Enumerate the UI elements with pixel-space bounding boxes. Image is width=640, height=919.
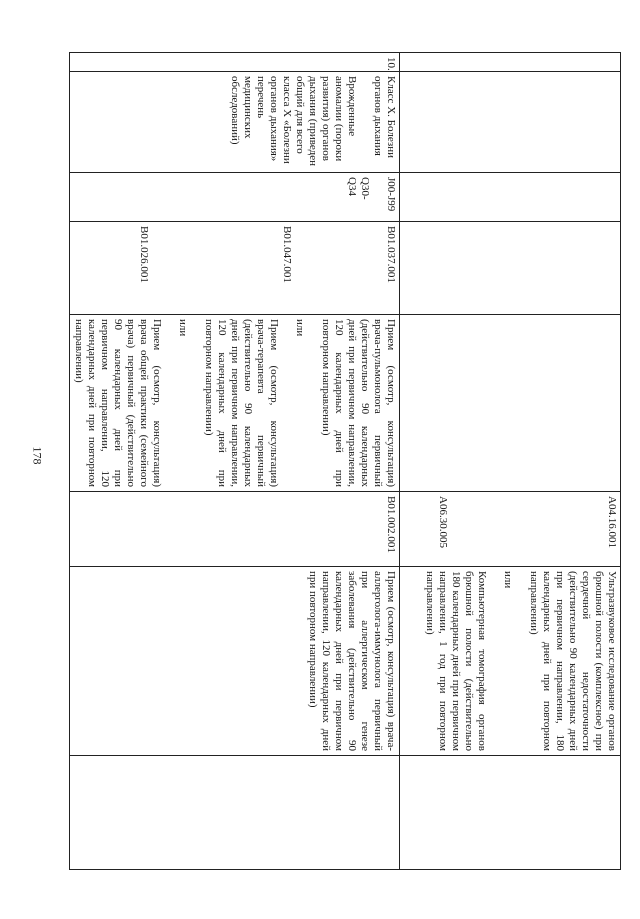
exam-text-2: Компьютерная томография органов брюшной полости (действительно 180 календарных дней при первичном направлении, 1 год при повторном направлении) [424,571,488,751]
exam-text-3: Прием (осмотр, консультация) врача-аллерголога-иммунолога первичный при аллергическом генезе заболевания (действительно 90 календарных дней при первичном направлении, 120 календарных дней при повторном направлении) [307,571,397,751]
exam-name-cell [70,567,400,756]
exam-name-cell [400,567,621,756]
exam-code-2: A06.30.005 [437,496,449,548]
service-name-cell [400,315,621,492]
service-code-3: B01.026.001 [138,226,150,283]
or-separator: или [294,319,306,337]
row-number-cell: 10. [70,53,400,72]
exam-code-3: B01.002.001 [385,496,397,553]
service-text-3: Прием (осмотр, консультация) врача общей практики (семейного врача) первичный (действительно 90 календарных дней при первичном направлении, 120 календарных дней при повторном направлении) [73,319,163,487]
service-code-cell [70,222,400,315]
extra-cell [70,756,400,870]
exam-code-cell [400,492,621,567]
disease-class-text: Класс X. Болезни органов дыхания [372,76,397,158]
page-number: 178 [30,446,45,465]
service-name-cell [70,315,400,492]
mkb-code-1: J00-J99 [385,177,397,212]
row-number-cell [400,53,621,72]
service-text-1: Прием (осмотр, консультация) врача-пульмонолога первичный (действительно 90 календарных дней при первичном направлении, 120 календарных дней при повторном направлении) [320,319,397,487]
mkb-code-2: Q30-Q34 [346,177,371,200]
service-code-2: B01.047.001 [281,226,293,283]
service-code-cell [400,222,621,315]
extra-cell [400,756,621,870]
disease-class-text-2: Врожденные аномалии (пороки развития) органов дыхания (приведен общий для всего класса X «Болезни органов дыхания» перечень медицинских обследований) [229,76,358,166]
table-row [70,53,400,870]
rotated-page-content [73,52,621,869]
exam-code-1: A04.16.001 [606,496,618,548]
or-separator: или [502,571,514,589]
or-separator: или [177,319,189,337]
mkb-code-cell [70,173,400,222]
table-row [400,53,621,870]
mkb-code-cell [400,173,621,222]
exam-code-cell [70,492,400,567]
medical-examinations-table [69,52,621,870]
disease-class-cell [70,72,400,173]
disease-class-cell [400,72,621,173]
service-code-1: B01.037.001 [385,226,397,283]
exam-text-1: Ультразвуковое исследование органов брюшной полости (комплексное) при сердечной недостаточности (действительно 90 календарных дней при первичном направлении, 180 календарных дней при повторном направлении) [528,571,618,751]
service-text-2: Прием (осмотр, консультация) врача-терапевта первичный (действительно 90 календарных дней при первичном направлении, 120 календарных дней при повторном направлении) [203,319,280,487]
